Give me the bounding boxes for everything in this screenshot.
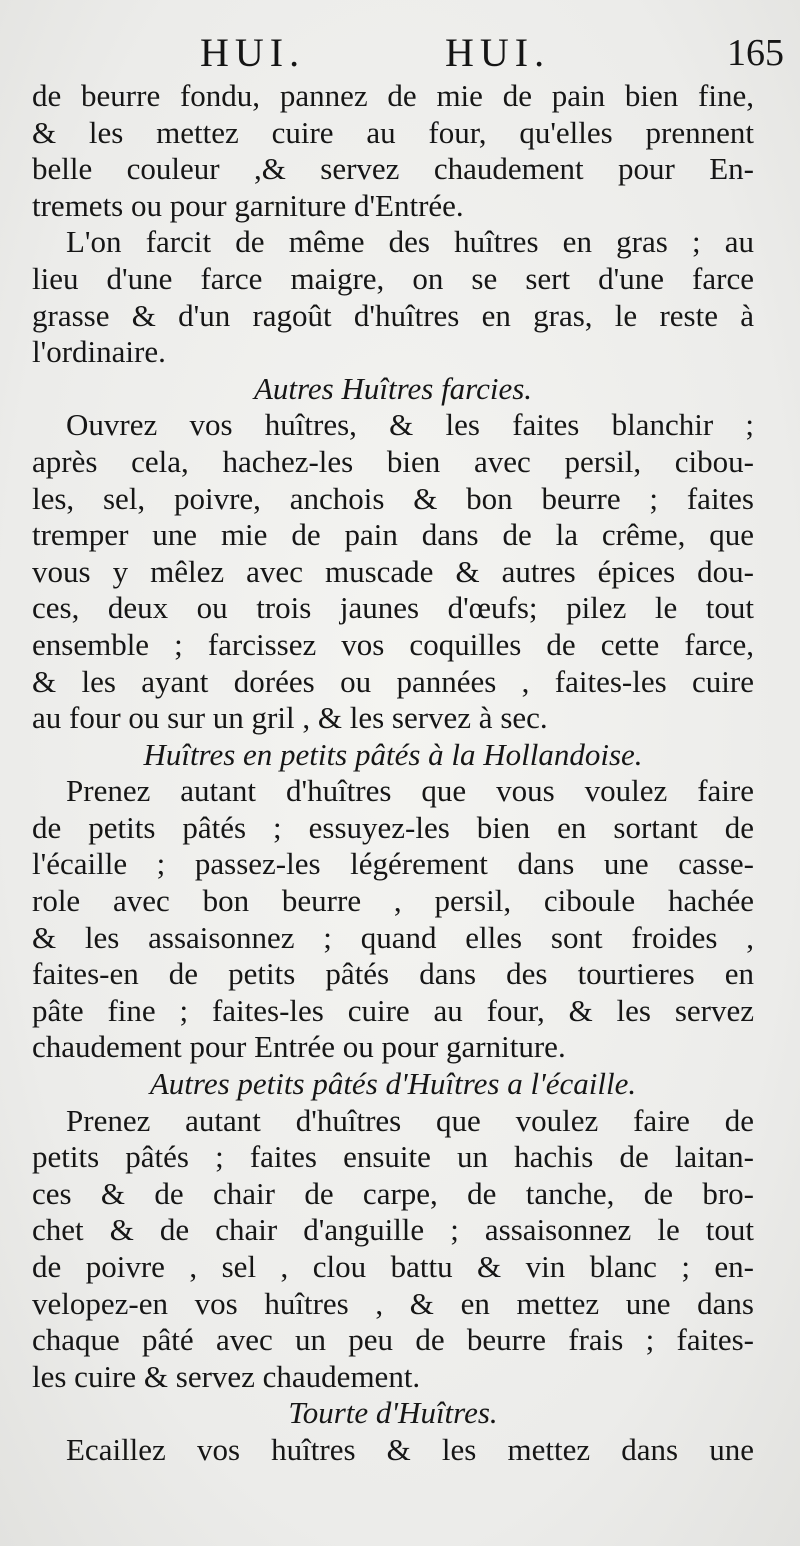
text-line: vous y mêlez avec muscade & autres épices dou- bbox=[32, 553, 754, 589]
text-line: & les mettez cuire au four, qu'elles prennent bbox=[32, 114, 754, 150]
text-line: au four ou sur un gril , & les servez à sec. bbox=[32, 700, 548, 736]
text-line: de beurre fondu, pannez de mie de pain bien fine, bbox=[32, 78, 754, 113]
text-line: l'écaille ; passez-les légérement dans une casse- bbox=[32, 846, 754, 882]
text-line: velopez-en vos huîtres , & en mettez une dans bbox=[32, 1285, 754, 1321]
text-line: faites-en de petits pâtés dans des tourtieres en bbox=[32, 956, 754, 992]
text-line: & les assaisonnez ; quand elles sont froides , bbox=[32, 919, 754, 955]
text-line: Prenez autant d'huîtres que vous voulez faire bbox=[66, 773, 754, 809]
text-line: Ecaillez vos huîtres & les mettez dans une bbox=[66, 1431, 754, 1467]
page-header bbox=[0, 28, 800, 78]
text-line: tremper une mie de pain dans de la crême, que bbox=[32, 517, 754, 553]
running-head-right: HUI. bbox=[445, 30, 551, 75]
text-line: grasse & d'un ragoût d'huîtres en gras, le reste à bbox=[32, 297, 754, 333]
section-title: Tourte d'Huîtres. bbox=[288, 1395, 498, 1431]
text-line: & les ayant dorées ou pannées , faites-les cuire bbox=[32, 663, 754, 699]
text-line: Ouvrez vos huîtres, & les faites blanchir ; bbox=[66, 407, 754, 443]
text-line: ces, deux ou trois jaunes d'œufs; pilez le tout bbox=[32, 590, 754, 626]
text-line: les, sel, poivre, anchois & bon beurre ; faites bbox=[32, 480, 754, 516]
page-number: 165 bbox=[727, 32, 784, 74]
text-line: tremets ou pour garniture d'Entrée. bbox=[32, 187, 464, 223]
text-line: pâte fine ; faites-les cuire au four, & les servez bbox=[32, 992, 754, 1028]
page-body-text bbox=[32, 78, 754, 1469]
running-head-left: HUI. bbox=[200, 30, 306, 75]
text-line: chaudement pour Entrée ou pour garniture. bbox=[32, 1029, 566, 1065]
text-line: les cuire & servez chaudement. bbox=[32, 1358, 421, 1394]
text-line: ces & de chair de carpe, de tanche, de bro- bbox=[32, 1175, 754, 1211]
text-line: petits pâtés ; faites ensuite un hachis de laitan- bbox=[32, 1139, 754, 1175]
text-line: chet & de chair d'anguille ; assaisonnez le tout bbox=[32, 1212, 754, 1248]
text-line: l'ordinaire. bbox=[32, 334, 166, 370]
section-title: Huîtres en petits pâtés à la Hollandoise. bbox=[143, 736, 643, 772]
text-line: de petits pâtés ; essuyez-les bien en sortant de bbox=[32, 809, 754, 845]
text-line: Prenez autant d'huîtres que voulez faire de bbox=[66, 1102, 754, 1138]
text-line: ensemble ; farcissez vos coquilles de cette farce, bbox=[32, 626, 754, 662]
text-line: L'on farcit de même des huîtres en gras ; au bbox=[66, 224, 754, 260]
text-line: après cela, hachez-les bien avec persil, cibou- bbox=[32, 443, 754, 479]
text-line: role avec bon beurre , persil, ciboule hachée bbox=[32, 883, 754, 919]
text-line: de poivre , sel , clou battu & vin blanc ; en- bbox=[32, 1249, 754, 1284]
section-title: Autres petits pâtés d'Huîtres a l'écaille. bbox=[149, 1066, 637, 1102]
text-line: lieu d'une farce maigre, on se sert d'une farce bbox=[32, 260, 754, 296]
text-line: belle couleur ,& servez chaudement pour En- bbox=[32, 151, 754, 187]
text-line: chaque pâté avec un peu de beurre frais ; faites- bbox=[32, 1322, 754, 1358]
section-title: Autres Huîtres farcies. bbox=[253, 370, 533, 406]
